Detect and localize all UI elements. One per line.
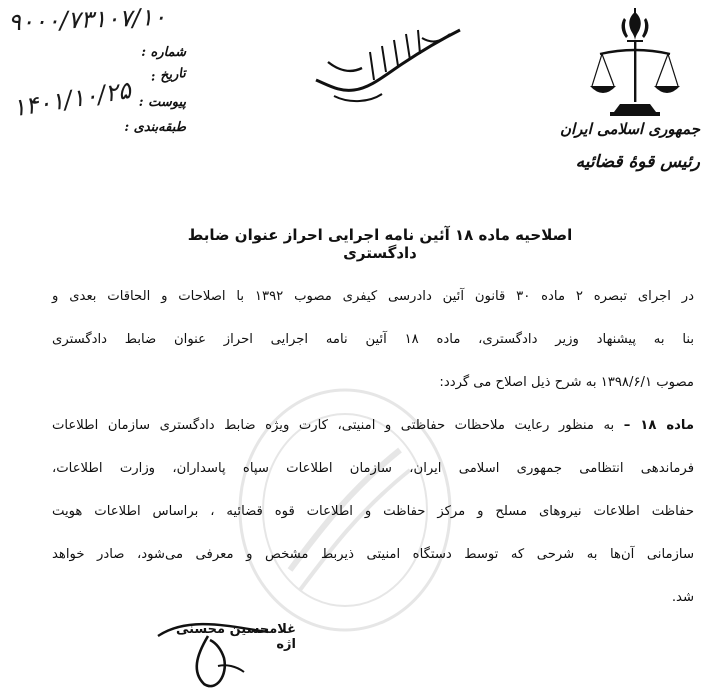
issuer-header bbox=[530, 120, 700, 172]
body-line-1: در اجرای تبصره ۲ ماده ۳۰ قانون آئین دادرسی کیفری مصوب ۱۳۹۲ با اصلاحات و الحاقات بعدی و bbox=[52, 289, 694, 304]
body-line-6: حفاظت اطلاعات نیروهای مسلح و مرکز حفاظت و اطلاعات قوه قضائیه ، براساس اطلاعات هویت bbox=[52, 504, 694, 519]
signer-name: غلامحسین محسنی اژه bbox=[175, 622, 296, 652]
handwritten-letter-date: ۱۴۰۱/۱۰/۲۵ bbox=[10, 76, 133, 123]
article-label: ماده ۱۸ – bbox=[623, 418, 694, 433]
number-label: شماره : bbox=[141, 45, 186, 60]
handwritten-letter-number: ۹۰۰۰/۷۳۱۰۷/۱۰ bbox=[7, 2, 167, 37]
article-line-1-text: به منظور رعایت ملاحظات حفاظتی و امنیتی، کارت ویژه ضابط دادگستری سازمان اطلاعات bbox=[52, 418, 615, 433]
body-line-7: سازمانی آن‌ها به شرحی که توسط دستگاه امنیتی ذیربط مشخص و معرفی می‌شود، صادر خواهد bbox=[52, 547, 694, 562]
classification-label: طبقه‌بندی : bbox=[124, 120, 186, 135]
attachment-label: پیوست : bbox=[138, 95, 186, 110]
body-line-5: فرماندهی انتظامی جمهوری اسلامی ایران، سازمان اطلاعات سپاه پاسداران، وزارت اطلاعات، bbox=[52, 461, 694, 476]
document-body bbox=[52, 286, 694, 630]
office-name: رئیس قوهٔ قضائیه bbox=[575, 152, 700, 172]
date-label: تاریخ : bbox=[149, 66, 187, 85]
document-title: اصلاحیه ماده ۱۸ آئین نامه اجرایی احراز عنوان ضابط دادگستری bbox=[187, 226, 573, 262]
body-line-3: مصوب ۱۳۹۸/۶/۱ به شرح ذیل اصلاح می گردد: bbox=[439, 375, 694, 390]
country-name: جمهوری اسلامی ایران bbox=[559, 120, 700, 138]
article-paragraph-line-1 bbox=[52, 415, 694, 437]
body-line-2: بنا به پیشنهاد وزیر دادگستری، ماده ۱۸ آئین نامه اجرایی احراز عنوان ضابط دادگستری bbox=[52, 332, 694, 347]
body-line-8: شد. bbox=[671, 590, 694, 605]
iran-emblem-scales-of-justice-icon bbox=[590, 6, 680, 122]
